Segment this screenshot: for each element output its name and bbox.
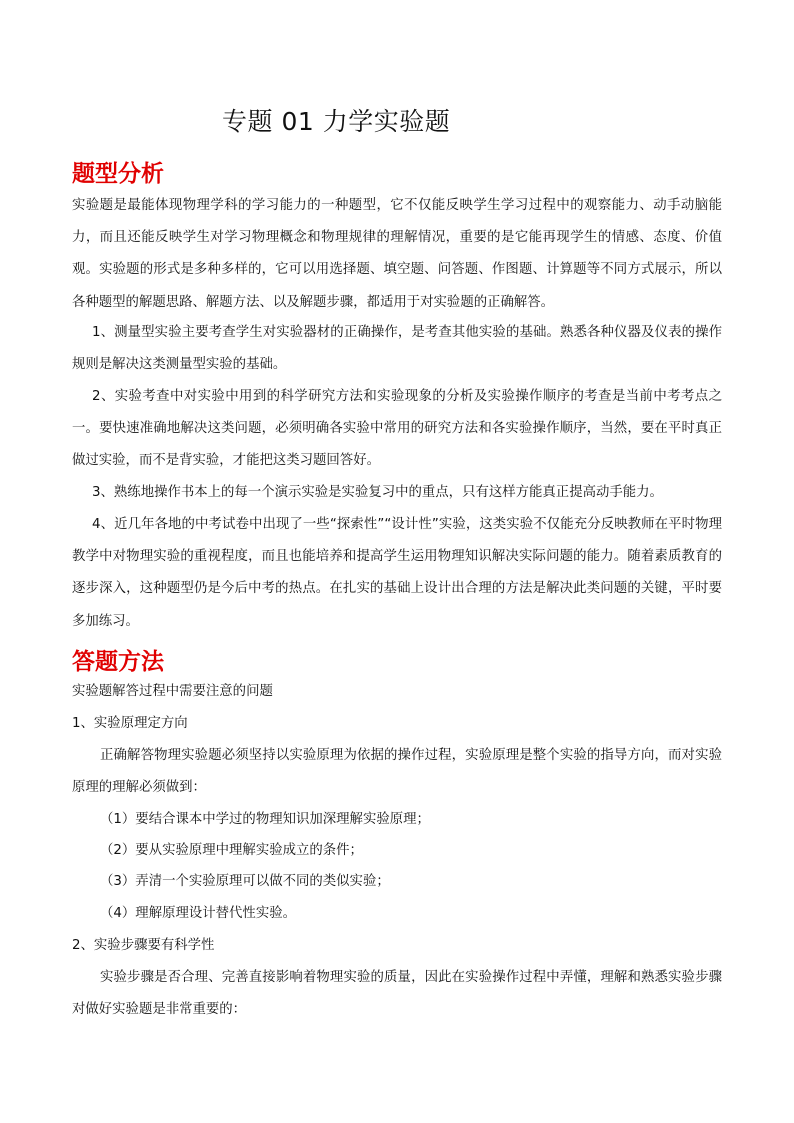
section-heading-method: 答题方法: [72, 649, 164, 675]
method-item-1-list-4: （4）理解原理设计替代性实验。: [100, 906, 296, 921]
analysis-point-4: 4、近几年各地的中考试卷中出现了一些“探索性”“设计性”实验，这类实验不仅能充分反映教师在平时物理教学中对物理实验的重视程度，而且也能培养和提高学生运用物理知识解决实际问题的能力。随着素质教育的逐步深入，这种题型仍是今后中考的热点。在扎实的基础上设计出合理的方法是解决此类问题的关键，平时要多加练习。: [72, 517, 722, 629]
method-item-1-list-1: （1）要结合课本中学过的物理知识加深理解实验原理；: [100, 812, 430, 827]
method-intro: 实验题解答过程中需要注意的问题: [72, 684, 273, 699]
analysis-intro-paragraph: 实验题是最能体现物理学科的学习能力的一种题型，它不仅能反映学生学习过程中的观察能力、动手动脑能力，而且还能反映学生对学习物理概念和物理规律的理解情况，重要的是它能再现学生的情感、态度、价值观。实验题的形式是多种多样的，它可以用选择题、填空题、问答题、作图题、计算题等不同方式展示，所以各种题型的解题思路、解题方法、以及解题步骤，都适用于对实验题的正确解答。: [72, 198, 722, 310]
analysis-point-3: 3、熟练地操作书本上的每一个演示实验是实验复习中的重点，只有这样方能真正提高动手能力。: [92, 485, 663, 500]
method-item-1-list-2: （2）要从实验原理中理解实验成立的条件；: [100, 843, 363, 858]
method-item-2-title: 2、实验步骤要有科学性: [72, 938, 215, 953]
analysis-point-1: 1、测量型实验主要考查学生对实验器材的正确操作，是考查其他实验的基础。熟悉各种仪器及仪表的操作规则是解决这类测量型实验的基础。: [72, 325, 722, 373]
analysis-point-2: 2、实验考查中对实验中用到的科学研究方法和实验现象的分析及实验操作顺序的考查是当前中考考点之一。要快速准确地解决这类问题，必须明确各实验中常用的研究方法和各实验操作顺序，当然，要在平时真正做过实验，而不是背实验，才能把这类习题回答好。: [72, 389, 722, 469]
method-item-1-list-3: （3）弄清一个实验原理可以做不同的类似实验；: [100, 874, 390, 889]
method-item-1-title: 1、实验原理定方向: [72, 716, 188, 731]
method-item-1-text: 正确解答物理实验题必须坚持以实验原理为依据的操作过程，实验原理是整个实验的指导方向，而对实验原理的理解必须做到：: [72, 748, 722, 796]
section-heading-analysis: 题型分析: [72, 161, 164, 187]
document-title: 专题 01 力学实验题: [222, 107, 451, 136]
method-item-2-text: 实验步骤是否合理、完善直接影响着物理实验的质量，因此在实验操作过程中弄懂，理解和熟悉实验步骤对做好实验题是非常重要的：: [72, 970, 722, 1018]
